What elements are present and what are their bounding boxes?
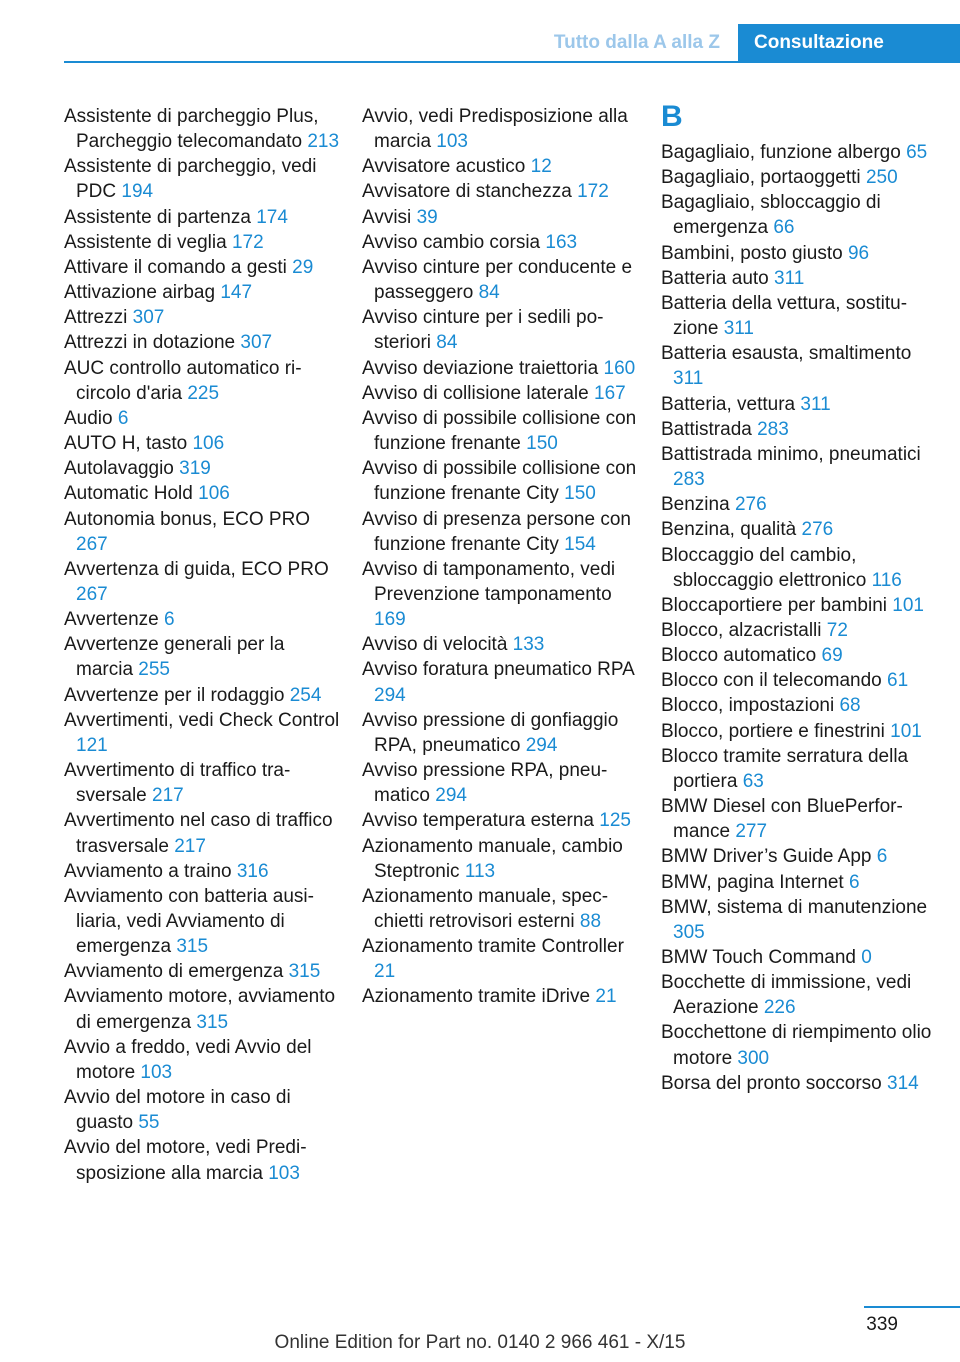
index-entry bbox=[64, 154, 340, 204]
index-entry-term: Attivare il comando a gesti bbox=[64, 256, 287, 278]
index-entry-term: Attivazione airbag bbox=[64, 282, 216, 304]
index-entry bbox=[64, 1085, 340, 1135]
index-entry-term: Audio bbox=[64, 407, 113, 429]
index-entry bbox=[661, 140, 937, 165]
index-page-link[interactable]: 294 bbox=[435, 785, 467, 807]
index-page-link[interactable]: 103 bbox=[436, 131, 468, 153]
index-page-link[interactable]: 307 bbox=[132, 307, 165, 329]
index-entry-term: Avvisatore acustico bbox=[362, 156, 526, 178]
index-entry-term: Avviso cinture per conducente e passeggero bbox=[362, 256, 633, 304]
index-entry bbox=[661, 593, 937, 618]
index-page-link[interactable]: 267 bbox=[76, 583, 108, 605]
index-entry-term: Avviso foratura pneumatico RPA bbox=[362, 659, 634, 681]
index-entry-term: Autolavaggio bbox=[64, 458, 174, 480]
index-entry-term: Avviso cambio corsia bbox=[362, 231, 541, 253]
index-entry bbox=[661, 291, 937, 341]
index-page-link[interactable]: 6 bbox=[849, 871, 860, 893]
index-column-2 bbox=[362, 104, 638, 1010]
index-entry bbox=[661, 618, 937, 643]
index-page-link[interactable]: 121 bbox=[76, 734, 108, 756]
index-page-link[interactable]: 267 bbox=[76, 533, 108, 555]
index-entry-term: Bloccaggio del cambio, sbloccaggio elettronico bbox=[661, 544, 867, 591]
index-entry-term: Avviso cinture per i sedili posteriori bbox=[362, 307, 604, 354]
index-entry bbox=[362, 834, 638, 884]
index-entry bbox=[64, 507, 340, 557]
index-entry-term: Blocco tramite serratura della portiera bbox=[661, 745, 909, 792]
index-entry bbox=[362, 179, 638, 204]
index-page-link[interactable]: 311 bbox=[723, 318, 754, 340]
index-page-link[interactable]: 314 bbox=[887, 1072, 919, 1094]
index-entry bbox=[64, 557, 340, 607]
index-entry-term: Avvisi bbox=[362, 206, 412, 228]
index-entry bbox=[661, 668, 937, 693]
index-entry bbox=[64, 255, 340, 280]
index-entry bbox=[362, 381, 638, 406]
index-page-link[interactable]: 250 bbox=[865, 167, 898, 189]
header-chapter-tab: Consultazione bbox=[738, 24, 960, 62]
index-entry-term: Automatic Hold bbox=[64, 483, 193, 505]
index-entry-term: Benzina, qualità bbox=[661, 519, 797, 541]
index-entry-term: Avvertimenti, vedi Check Control bbox=[64, 709, 340, 731]
index-entry bbox=[64, 104, 340, 154]
index-entry bbox=[362, 507, 638, 557]
index-entry bbox=[362, 984, 638, 1009]
index-entry bbox=[362, 356, 638, 381]
index-entry bbox=[64, 859, 340, 884]
index-page-link[interactable]: 213 bbox=[307, 131, 340, 153]
index-page-link[interactable]: 294 bbox=[525, 734, 558, 756]
index-page-link[interactable]: 113 bbox=[464, 860, 496, 882]
index-page-link[interactable]: 6 bbox=[163, 609, 175, 631]
index-entry-term: Azionamento tramite Controller bbox=[362, 936, 624, 958]
index-entry-term: Avviso di possibile collisione con funzione frenante bbox=[362, 407, 637, 455]
index-entry bbox=[661, 693, 937, 718]
index-page-link[interactable]: 217 bbox=[174, 835, 206, 857]
index-entry bbox=[64, 808, 340, 858]
index-page-link[interactable]: 311 bbox=[774, 267, 805, 289]
index-page-link[interactable]: 103 bbox=[268, 1162, 300, 1184]
index-entry bbox=[661, 895, 937, 945]
index-page-link[interactable]: 217 bbox=[152, 785, 184, 807]
index-entry-term: Blocco automatico bbox=[661, 645, 817, 667]
index-entry-term: Avvertenza di guida, ECO PRO bbox=[64, 558, 329, 580]
index-entry-term: Benzina bbox=[661, 494, 730, 516]
index-entry bbox=[64, 456, 340, 481]
index-entry-term: Avviamento di emergenza bbox=[64, 961, 284, 983]
index-entry-term: Avvisatore di stanchezza bbox=[362, 181, 572, 203]
index-entry-term: Avviso deviazione traiettoria bbox=[362, 357, 599, 379]
index-page-link[interactable]: 150 bbox=[564, 483, 596, 505]
index-entry bbox=[64, 205, 340, 230]
index-entry-term: Assistente di veglia bbox=[64, 231, 227, 253]
index-entry-term: Avviso temperatura esterna bbox=[362, 810, 594, 832]
index-page-link[interactable]: 106 bbox=[198, 483, 230, 505]
index-entry-term: AUC controllo automatico ricircolo d'aria bbox=[64, 357, 302, 404]
index-entry bbox=[362, 230, 638, 255]
index-entry bbox=[362, 557, 638, 632]
index-entry-term: Batteria della vettura, sostituzione bbox=[661, 292, 908, 340]
index-page-link[interactable]: 39 bbox=[416, 206, 438, 228]
index-entry-term: BMW Driver’s Guide App bbox=[661, 846, 872, 868]
index-entry bbox=[362, 154, 638, 179]
footer-edition-text: Online Edition for Part no. 0140 2 966 461 - X/15 bbox=[274, 1332, 686, 1353]
index-page-link[interactable]: 225 bbox=[187, 382, 220, 404]
index-page-link[interactable]: 305 bbox=[673, 921, 705, 943]
index-entry-term: Avviso pressione di gonfiaggio RPA, pneumatico bbox=[362, 709, 619, 756]
index-entry bbox=[661, 643, 937, 668]
index-page-link[interactable]: 315 bbox=[176, 936, 209, 958]
index-page-link[interactable]: 147 bbox=[220, 282, 253, 304]
index-entry bbox=[362, 808, 638, 833]
index-entry bbox=[362, 456, 638, 506]
page-number: 339 bbox=[866, 1314, 898, 1335]
index-page-link[interactable]: 300 bbox=[737, 1047, 770, 1069]
index-page-link[interactable]: 283 bbox=[673, 469, 705, 491]
index-entry bbox=[661, 744, 937, 794]
index-entry bbox=[661, 266, 937, 291]
index-page-link[interactable]: 276 bbox=[801, 519, 834, 541]
index-entry-term: Blocco con il telecomando bbox=[661, 670, 882, 692]
index-entry-term: Avvertenze bbox=[64, 609, 159, 631]
index-page-link[interactable]: 0 bbox=[861, 947, 872, 968]
index-page-link[interactable]: 174 bbox=[256, 206, 288, 228]
index-entry bbox=[661, 517, 937, 542]
index-page-link[interactable]: 277 bbox=[735, 821, 768, 843]
index-page-link[interactable]: 294 bbox=[374, 684, 406, 706]
index-section-letter: B bbox=[661, 100, 683, 133]
index-entry-term: Bagagliaio, portaoggetti bbox=[661, 167, 861, 189]
index-page-link[interactable]: 169 bbox=[374, 609, 406, 631]
index-entry bbox=[362, 255, 638, 305]
index-page-link[interactable]: 315 bbox=[288, 961, 321, 983]
index-entry-term: Avviso di tamponamento, vedi Prevenzione tamponamento bbox=[362, 558, 616, 605]
index-entry-term: Batteria auto bbox=[661, 267, 769, 289]
index-entry-term: BMW Touch Command bbox=[661, 947, 856, 968]
index-entry bbox=[64, 683, 340, 708]
index-entry-term: Blocco, impostazioni bbox=[661, 695, 835, 717]
index-page-link[interactable]: 319 bbox=[179, 458, 211, 480]
index-entry-term: Batteria esausta, smaltimento bbox=[661, 343, 912, 365]
index-entry bbox=[661, 492, 937, 517]
index-page-link[interactable]: 96 bbox=[847, 242, 870, 264]
index-entry-term: Bambini, posto giusto bbox=[661, 242, 843, 264]
index-entry-term: Avvio del motore in caso di guasto bbox=[64, 1087, 291, 1134]
index-entry bbox=[64, 959, 340, 984]
index-entry-term: Avvertenze per il rodaggio bbox=[64, 684, 285, 706]
index-entry bbox=[661, 945, 937, 970]
index-entry-term: Autonomia bonus, ECO PRO bbox=[64, 508, 311, 530]
index-page-link[interactable]: 68 bbox=[839, 695, 861, 717]
index-entry bbox=[64, 632, 340, 682]
index-page-link[interactable]: 311 bbox=[800, 393, 831, 415]
index-entry-term: Batteria, vettura bbox=[661, 393, 796, 415]
index-entry-term: Assistente di parcheggio, vedi PDC bbox=[64, 156, 317, 203]
index-page-link[interactable]: 194 bbox=[121, 181, 154, 203]
index-column-3 bbox=[661, 100, 937, 1096]
index-entry-term: Attrezzi in dotazione bbox=[64, 332, 236, 354]
index-page-link[interactable]: 255 bbox=[138, 659, 170, 681]
index-entry bbox=[362, 708, 638, 758]
index-entry bbox=[362, 758, 638, 808]
index-page-link[interactable]: 69 bbox=[821, 645, 843, 667]
index-entry bbox=[661, 870, 937, 895]
index-page-link[interactable]: 133 bbox=[512, 634, 545, 656]
index-entry-term: Avvio del motore, vedi Predisposizione alla marcia bbox=[64, 1137, 307, 1184]
index-entry bbox=[362, 632, 638, 657]
index-page-link[interactable]: 311 bbox=[673, 368, 704, 390]
index-page-link[interactable]: 61 bbox=[887, 670, 909, 692]
index-entry-term: Avvertimento di traffico trasversale bbox=[64, 760, 291, 807]
index-entry bbox=[64, 330, 340, 355]
index-entry bbox=[64, 607, 340, 632]
index-page-link[interactable]: 276 bbox=[734, 494, 767, 516]
index-page-link[interactable]: 154 bbox=[564, 533, 596, 555]
index-entry bbox=[64, 406, 340, 431]
index-entry-term: Bagagliaio, funzione albergo bbox=[661, 142, 901, 163]
index-entry-term: Avviso di possibile collisione con funzione frenante City bbox=[362, 458, 637, 505]
index-entry-term: Blocco, portiere e finestrini bbox=[661, 720, 885, 742]
index-entry bbox=[64, 1135, 340, 1185]
index-entry bbox=[362, 205, 638, 230]
index-page-link[interactable]: 84 bbox=[478, 282, 500, 304]
index-entry-term: Battistrada minimo, pneumatici bbox=[661, 443, 921, 465]
index-page-link[interactable]: 6 bbox=[117, 407, 129, 429]
index-page-link[interactable]: 72 bbox=[826, 619, 848, 641]
index-entry bbox=[661, 719, 937, 744]
header-rule bbox=[64, 61, 960, 63]
index-page-link[interactable]: 316 bbox=[236, 860, 269, 882]
index-page-link[interactable]: 116 bbox=[871, 569, 902, 591]
index-page-link[interactable]: 150 bbox=[526, 433, 558, 455]
index-page-link[interactable]: 101 bbox=[892, 594, 924, 616]
index-entry-term: Bocchettone di riempimento olio motore bbox=[661, 1022, 932, 1069]
index-entry bbox=[64, 481, 340, 506]
index-page-link[interactable]: 12 bbox=[530, 156, 552, 178]
index-entry-term: Avvertimento nel caso di traffico trasversale bbox=[64, 810, 333, 857]
index-entry-term: AUTO H, tasto bbox=[64, 433, 188, 455]
index-entry-term: BMW, sistema di manutenzione bbox=[661, 896, 928, 918]
index-entry bbox=[362, 934, 638, 984]
index-page-link[interactable]: 125 bbox=[599, 810, 631, 832]
index-entry bbox=[362, 884, 638, 934]
index-entry-term: Bocchette di immissione, vedi Aerazione bbox=[661, 972, 912, 1019]
index-entry-term: Azionamento manuale, cambio Steptronic bbox=[362, 835, 623, 882]
index-page-link[interactable]: 106 bbox=[192, 433, 225, 455]
index-page-link[interactable]: 283 bbox=[757, 418, 789, 440]
index-entry bbox=[362, 406, 638, 456]
index-page-link[interactable]: 167 bbox=[594, 382, 626, 404]
index-entry-term: Battistrada bbox=[661, 418, 752, 440]
index-entry bbox=[64, 305, 340, 330]
index-entry bbox=[661, 190, 937, 240]
index-entry bbox=[661, 241, 937, 266]
index-entry-term: Avviamento motore, avviamento di emergenza bbox=[64, 986, 336, 1033]
index-entry-term: Bloccaportiere per bambini bbox=[661, 594, 888, 616]
index-entry-term: Azionamento tramite iDrive bbox=[362, 986, 591, 1008]
index-entry bbox=[661, 1071, 937, 1096]
index-page-link[interactable]: 307 bbox=[240, 332, 273, 354]
index-page-link[interactable]: 84 bbox=[436, 332, 458, 354]
index-page-link[interactable]: 254 bbox=[289, 684, 322, 706]
index-entry-term: Avvertenze generali per la marcia bbox=[64, 634, 285, 681]
index-entry bbox=[64, 1035, 340, 1085]
index-page-link[interactable]: 315 bbox=[196, 1011, 229, 1033]
index-page-link[interactable]: 103 bbox=[140, 1061, 173, 1083]
index-entry bbox=[64, 984, 340, 1034]
index-entry-term: Azionamento manuale, specchietti retrovisori esterni bbox=[362, 885, 609, 932]
index-page-link[interactable]: 21 bbox=[595, 986, 617, 1008]
index-page-link[interactable]: 65 bbox=[906, 142, 928, 163]
index-page-link[interactable]: 88 bbox=[579, 911, 602, 932]
index-page-link[interactable]: 226 bbox=[763, 997, 796, 1019]
index-entry bbox=[661, 970, 937, 1020]
index-entry bbox=[64, 280, 340, 305]
index-page-link[interactable]: 63 bbox=[742, 770, 764, 792]
index-entry bbox=[64, 884, 340, 959]
index-entry-term: Avvio a freddo, vedi Avvio del motore bbox=[64, 1036, 312, 1083]
index-entry-term: Attrezzi bbox=[64, 307, 128, 329]
index-entry-term: Avviso di presenza persone con funzione frenante City bbox=[362, 508, 631, 555]
index-page-link[interactable]: 172 bbox=[577, 181, 609, 203]
index-entry bbox=[362, 104, 638, 154]
index-entry bbox=[661, 844, 937, 869]
index-page-link[interactable]: 101 bbox=[890, 720, 922, 742]
index-entry-term: Avviso pressione RPA, pneumatico bbox=[362, 760, 608, 807]
index-entry-term: Avviso di collisione laterale bbox=[362, 382, 589, 404]
index-entry bbox=[362, 305, 638, 355]
index-entry bbox=[64, 230, 340, 255]
index-column-1 bbox=[64, 104, 340, 1186]
index-page-link[interactable]: 163 bbox=[545, 231, 578, 253]
index-entry bbox=[64, 758, 340, 808]
index-page-link[interactable]: 21 bbox=[374, 961, 396, 983]
index-entry bbox=[661, 794, 937, 844]
index-entry-term: Avvio, vedi Predisposizione alla marcia bbox=[362, 106, 628, 153]
index-page-link[interactable]: 6 bbox=[876, 846, 888, 868]
index-entry bbox=[661, 543, 937, 593]
index-entry bbox=[64, 708, 340, 758]
index-entry-term: Borsa del pronto soccorso bbox=[661, 1072, 882, 1094]
index-page-link[interactable]: 66 bbox=[773, 217, 795, 239]
index-entry bbox=[661, 392, 937, 417]
index-entry bbox=[661, 442, 937, 492]
index-page-link[interactable]: 172 bbox=[231, 231, 264, 253]
index-page-link[interactable]: 55 bbox=[138, 1112, 160, 1134]
footer-rule bbox=[864, 1306, 960, 1308]
index-entry-term: Blocco, alzacristalli bbox=[661, 619, 822, 641]
index-entry bbox=[661, 1020, 937, 1070]
index-entry bbox=[64, 431, 340, 456]
index-entry-term: Avviamento con batteria ausiliaria, vedi Avviamento di emergenza bbox=[64, 885, 314, 958]
index-entry-term: BMW, pagina Internet bbox=[661, 871, 844, 893]
index-entry bbox=[661, 165, 937, 190]
index-entry-term: Avviamento a traino bbox=[64, 860, 232, 882]
index-entry bbox=[362, 657, 638, 707]
index-entry-term: Assistente di parcheggio Plus, Parcheggio telecomandato bbox=[64, 106, 319, 153]
index-entry-term: Bagagliaio, sbloccaggio di emergenza bbox=[661, 192, 881, 239]
index-entry bbox=[661, 341, 937, 391]
index-entry-term: Avviso di velocità bbox=[362, 634, 508, 656]
index-entry bbox=[64, 356, 340, 406]
index-entry bbox=[661, 417, 937, 442]
index-page-link[interactable]: 160 bbox=[603, 357, 636, 379]
index-entry-term: Assistente di partenza bbox=[64, 206, 251, 228]
index-entry-term: BMW Diesel con BluePerformance bbox=[661, 796, 903, 843]
index-page-link[interactable]: 29 bbox=[292, 256, 314, 278]
header-section-title: Tutto dalla A alla Z bbox=[553, 32, 720, 53]
